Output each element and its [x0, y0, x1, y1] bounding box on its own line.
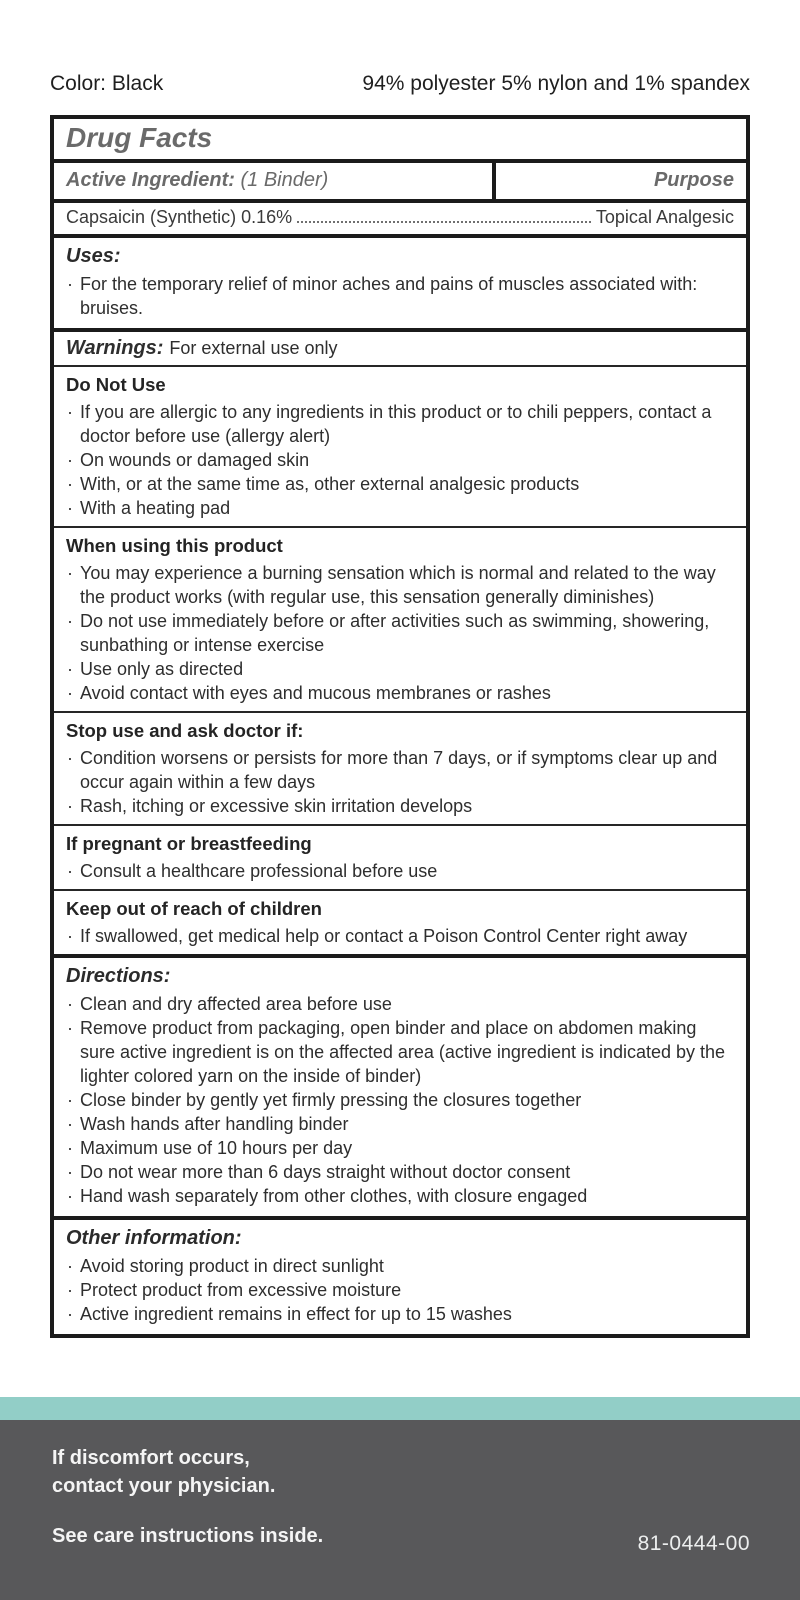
bottom-strip [0, 1397, 800, 1600]
teal-accent-bar [0, 1397, 800, 1420]
bullet-item [66, 272, 734, 320]
fabric-info-row [50, 72, 750, 96]
bullet-text: Avoid contact with eyes and mucous membranes or rashes [80, 683, 551, 703]
bullet-item [66, 1088, 734, 1112]
bullet-item [66, 1160, 734, 1184]
bullet-text: On wounds or damaged skin [80, 450, 310, 470]
bullet-item [66, 1016, 734, 1088]
bullet-item [66, 992, 734, 1016]
bullet-text: Close binder by gently yet firmly pressing the closures together [80, 1090, 582, 1110]
bullet-dot-icon: · [67, 498, 73, 518]
other-information-section [54, 1220, 746, 1334]
bullet-dot-icon: · [67, 611, 73, 631]
bullet-text: Do not wear more than 6 days straight without doctor consent [80, 1162, 571, 1182]
warnings-subsection [54, 891, 746, 954]
bullet-text: You may experience a burning sensation which is normal and related to the way the product works (with regular use, this sensation generally diminishes) [80, 563, 716, 607]
bullet-dot-icon: · [67, 1304, 73, 1324]
bullet-dot-icon: · [67, 796, 73, 816]
bullet-text: Maximum use of 10 hours per day [80, 1138, 353, 1158]
bullet-item [66, 1136, 734, 1160]
warnings-section [54, 332, 746, 958]
bullet-text: Clean and dry affected area before use [80, 994, 392, 1014]
purpose-header-cell: Purpose [653, 169, 734, 191]
active-ingredient-header-cell [54, 163, 496, 199]
bullet-item [66, 609, 734, 657]
bullet-dot-icon: · [67, 1256, 73, 1276]
bullet-text: Active ingredient remains in effect for up to 15 washes [80, 1304, 512, 1324]
bullet-dot-icon: · [67, 861, 73, 881]
warnings-subsection [54, 826, 746, 891]
warnings-subsection [54, 367, 746, 528]
bullet-text: If swallowed, get medical help or contact a Poison Control Center right away [80, 926, 688, 946]
directions-heading: Directions: [66, 965, 171, 987]
warnings-subsections [54, 367, 746, 954]
other-information-heading: Other information: [66, 1227, 242, 1249]
warnings-intro [54, 332, 746, 367]
bullet-text: Condition worsens or persists for more than 7 days, or if symptoms clear up and occur again within a few days [80, 748, 718, 792]
ingredient-purpose: Topical Analgesic [595, 207, 734, 227]
warnings-subsection-heading: If pregnant or breastfeeding [66, 833, 312, 854]
active-ingredient-label: Active Ingredient: [66, 169, 235, 191]
uses-bullet-list [66, 272, 734, 320]
footer-line2: contact your physician. [52, 1475, 276, 1497]
bullet-dot-icon: · [67, 450, 73, 470]
bullet-item [66, 794, 734, 818]
dot-leader [297, 221, 591, 223]
bullet-text: Use only as directed [80, 659, 244, 679]
warnings-subsection-heading: When using this product [66, 535, 283, 556]
bullet-text: With, or at the same time as, other external analgesic products [80, 474, 580, 494]
warnings-subtitle: For external use only [169, 338, 338, 358]
footer-line3: See care instructions inside. [52, 1525, 324, 1547]
footer-text [0, 1420, 800, 1550]
bullet-text: If you are allergic to any ingredients in this product or to chili peppers, contact a doctor before use (allergy alert) [80, 402, 712, 446]
bullet-item [66, 859, 734, 883]
bullet-item [66, 1254, 734, 1278]
bullet-dot-icon: · [67, 748, 73, 768]
bullet-item [66, 1278, 734, 1302]
bullet-item [66, 400, 734, 448]
bullet-item [66, 561, 734, 609]
active-ingredient-row [54, 203, 746, 238]
bullet-dot-icon: · [67, 1090, 73, 1110]
warnings-subsection [54, 528, 746, 713]
uses-heading: Uses: [66, 245, 121, 267]
bullet-dot-icon: · [67, 474, 73, 494]
bullet-dot-icon: · [67, 563, 73, 583]
bullet-dot-icon: · [67, 274, 73, 294]
bullet-item [66, 448, 734, 472]
bullet-dot-icon: · [67, 1138, 73, 1158]
footer [0, 1420, 800, 1600]
bullet-dot-icon: · [67, 994, 73, 1014]
warnings-subsection [54, 713, 746, 826]
drug-facts-box [50, 115, 750, 1338]
bullet-dot-icon: · [67, 1114, 73, 1134]
bullet-text: Protect product from excessive moisture [80, 1280, 402, 1300]
warnings-subsection-heading: Keep out of reach of children [66, 898, 322, 919]
uses-section [54, 238, 746, 332]
bullet-item [66, 1112, 734, 1136]
active-ingredient-note: (1 Binder) [240, 169, 329, 191]
bullet-dot-icon: · [67, 659, 73, 679]
bullet-dot-icon: · [67, 926, 73, 946]
bullet-text: For the temporary relief of minor aches and pains of muscles associated with: bruises. [80, 274, 698, 318]
bullet-dot-icon: · [67, 1186, 73, 1206]
color-label: Color: Black [50, 72, 164, 95]
bullet-item [66, 924, 734, 948]
warnings-heading: Warnings: [66, 337, 164, 359]
bullet-dot-icon: · [67, 683, 73, 703]
bullet-text: Hand wash separately from other clothes, with closure engaged [80, 1186, 588, 1206]
footer-line1: If discomfort occurs, [52, 1447, 250, 1469]
bullet-text: Wash hands after handling binder [80, 1114, 349, 1134]
directions-bullet-list [66, 992, 734, 1208]
ingredient-name: Capsaicin (Synthetic) 0.16% [66, 207, 293, 227]
bullet-item [66, 746, 734, 794]
bullet-item [66, 496, 734, 520]
bullet-item [66, 1184, 734, 1208]
bullet-text: Remove product from packaging, open binder and place on abdomen making sure active ingredient is on the affected area (active ingredient is indicated by the lighter colored yarn on the inside of binder) [80, 1018, 726, 1086]
bullet-dot-icon: · [67, 1018, 73, 1038]
bullet-text: Do not use immediately before or after activities such as swimming, showering, sunbathing or intense exercise [80, 611, 710, 655]
directions-section [54, 958, 746, 1220]
bullet-item [66, 472, 734, 496]
bullet-dot-icon: · [67, 402, 73, 422]
warnings-subsection-heading: Do Not Use [66, 374, 166, 395]
drug-facts-title: Drug Facts [54, 119, 746, 163]
bullet-text: Consult a healthcare professional before use [80, 861, 438, 881]
bullet-item [66, 657, 734, 681]
fabric-composition-label: 94% polyester 5% nylon and 1% spandex [362, 72, 750, 95]
bullet-text: Rash, itching or excessive skin irritation develops [80, 796, 473, 816]
bullet-dot-icon: · [67, 1162, 73, 1182]
bullet-item [66, 1302, 734, 1326]
bullet-text: With a heating pad [80, 498, 231, 518]
product-code: 81-0444-00 [637, 1532, 750, 1555]
bullet-dot-icon: · [67, 1280, 73, 1300]
other-information-bullet-list [66, 1254, 734, 1326]
warnings-subsection-heading: Stop use and ask doctor if: [66, 720, 304, 741]
bullet-text: Avoid storing product in direct sunlight [80, 1256, 384, 1276]
bullet-item [66, 681, 734, 705]
active-ingredient-header-row [54, 163, 746, 203]
